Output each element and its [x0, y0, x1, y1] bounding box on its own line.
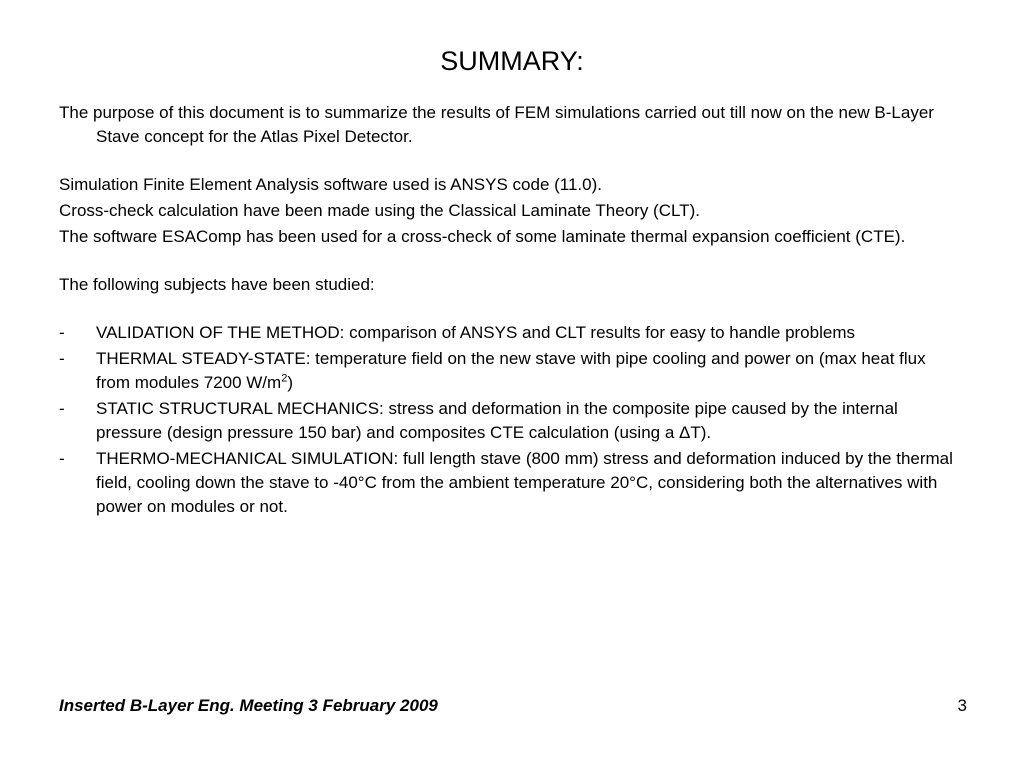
- bullet-dash: -: [59, 399, 65, 418]
- bullet-dash: -: [59, 349, 65, 368]
- intro-paragraph: The purpose of this document is to summarize the results of FEM simulations carried out till now on the new B-Layer Stave concept for the Atlas Pixel Detector.: [59, 103, 934, 146]
- bullet-item-thermo-mechanical: [59, 447, 959, 519]
- bullet-item-structural: [59, 397, 959, 445]
- footer-meeting-label: Inserted B-Layer Eng. Meeting 3 February 2009: [59, 696, 438, 715]
- esacomp-line: The software ESAComp has been used for a cross-check of some laminate thermal expansion coefficient (CTE).: [59, 227, 906, 246]
- bullet-text: VALIDATION OF THE METHOD: comparison of ANSYS and CLT results for easy to handle problems: [96, 323, 855, 342]
- cross-check-line: Cross-check calculation have been made using the Classical Laminate Theory (CLT).: [59, 201, 700, 220]
- subjects-heading: The following subjects have been studied:: [59, 275, 375, 294]
- bullet-dash: -: [59, 449, 65, 468]
- bullet-text: STATIC STRUCTURAL MECHANICS: stress and deformation in the composite pipe caused by the internal pressure (design pressure 150 bar) and composites CTE calculation (using a ΔT).: [96, 399, 898, 442]
- bullet-item-thermal: [59, 347, 959, 395]
- superscript: 2: [281, 372, 288, 385]
- slide-title: SUMMARY:: [440, 46, 584, 76]
- page-number: 3: [957, 696, 967, 715]
- bullet-text: THERMO-MECHANICAL SIMULATION: full length stave (800 mm) stress and deformation induced by the thermal field, cooling down the stave to -40°C from the ambient temperature 20°C, considering both the alternatives with power on modules or not.: [96, 449, 953, 516]
- bullet-text: THERMAL STEADY-STATE: temperature field on the new stave with pipe cooling and power on (max heat flux from modules 7200 W/m: [96, 349, 926, 392]
- spacer: [59, 151, 959, 173]
- bullet-item-validation: [59, 321, 959, 345]
- spacer: [59, 251, 959, 273]
- spacer: [59, 299, 959, 321]
- bullet-tail: ): [287, 373, 293, 392]
- slide-body: [59, 101, 959, 521]
- bullet-dash: -: [59, 323, 65, 342]
- software-line: Simulation Finite Element Analysis software used is ANSYS code (11.0).: [59, 175, 602, 194]
